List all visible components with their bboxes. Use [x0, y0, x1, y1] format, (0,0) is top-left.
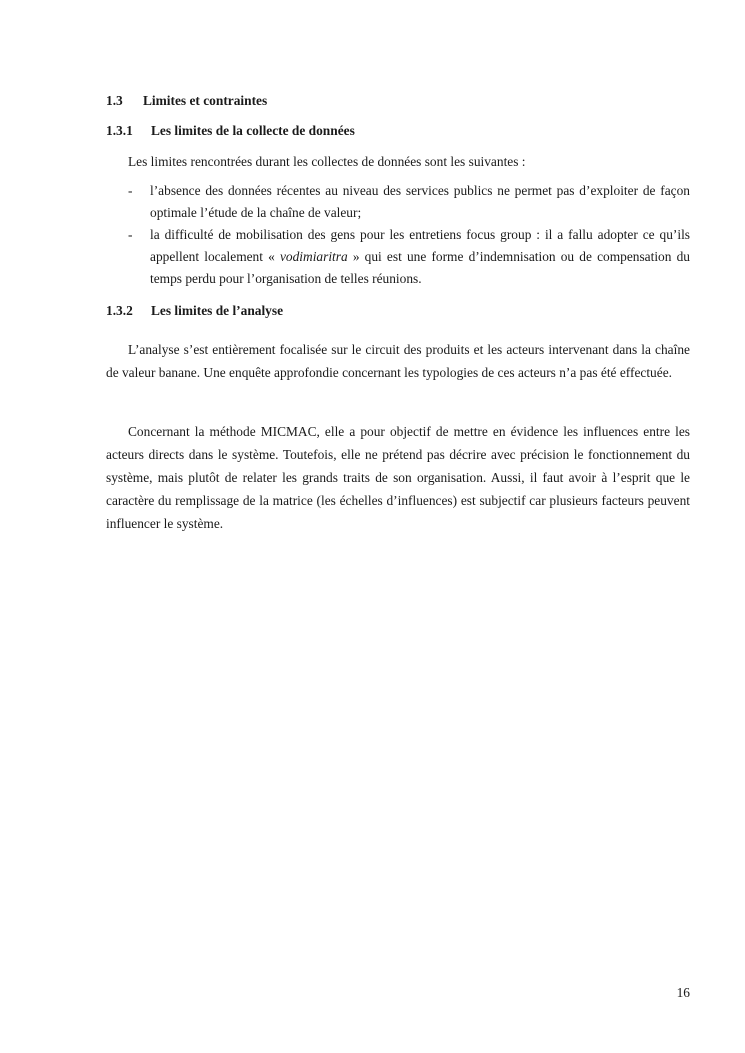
italic-term: vodimiaritra — [279, 249, 348, 264]
subsection-number: 1.3.2 — [106, 303, 133, 318]
paragraph: L’analyse s’est entièrement focalisée sur le circuit des produits et les acteurs intervenant dans la chaîne de valeur banane. Une enquête approfondie concernant les typologies de ces acteurs n’a pas été effectuée. — [106, 342, 690, 380]
list-item — [128, 180, 690, 224]
page-number: 16 — [676, 985, 690, 1000]
bullet-marker: - — [128, 227, 133, 242]
subsection-title: Les limites de l’analyse — [151, 303, 284, 318]
paragraph: Concernant la méthode MICMAC, elle a pour objectif de mettre en évidence les influences entre les acteurs directs dans le système. Toutefois, elle ne prétend pas décrire avec précision le fonctionnement du système, mais plutôt de relater les grands traits de son organisation. Aussi, il faut avoir à l’esprit que le caractère du remplissage de la matrice (les échelles d’influences) est subjectif car plusieurs facteurs peuvent influencer le système. — [106, 424, 690, 531]
list-item-text-part: la difficulté de mobilisation des gens pour les entretiens focus group : il a fallu adopter ce qu’ils appellent localement « — [150, 227, 690, 264]
subsection-number: 1.3.1 — [106, 123, 133, 138]
section-title: Limites et contraintes — [143, 93, 268, 108]
list-item-text — [150, 224, 690, 290]
bullet-marker: - — [128, 183, 133, 198]
intro-text: Les limites rencontrées durant les collectes de données sont les suivantes : — [128, 154, 526, 169]
list-item-text-part: » qui est une forme d’indemnisation ou de compensation du temps perdu pour l’organisation de telles réunions. — [150, 249, 690, 286]
list-item — [128, 224, 690, 290]
list-item-text: l’absence des données récentes au niveau des services publics ne permet pas d’exploiter de façon optimale l’étude de la chaîne de valeur; — [150, 183, 690, 220]
section-heading — [106, 92, 267, 110]
limits-list — [128, 180, 690, 290]
section-number: 1.3 — [106, 93, 123, 108]
subsection-heading-analyse — [106, 302, 283, 320]
subsection-title: Les limites de la collecte de données — [151, 123, 355, 138]
subsection-heading-collecte — [106, 122, 355, 140]
